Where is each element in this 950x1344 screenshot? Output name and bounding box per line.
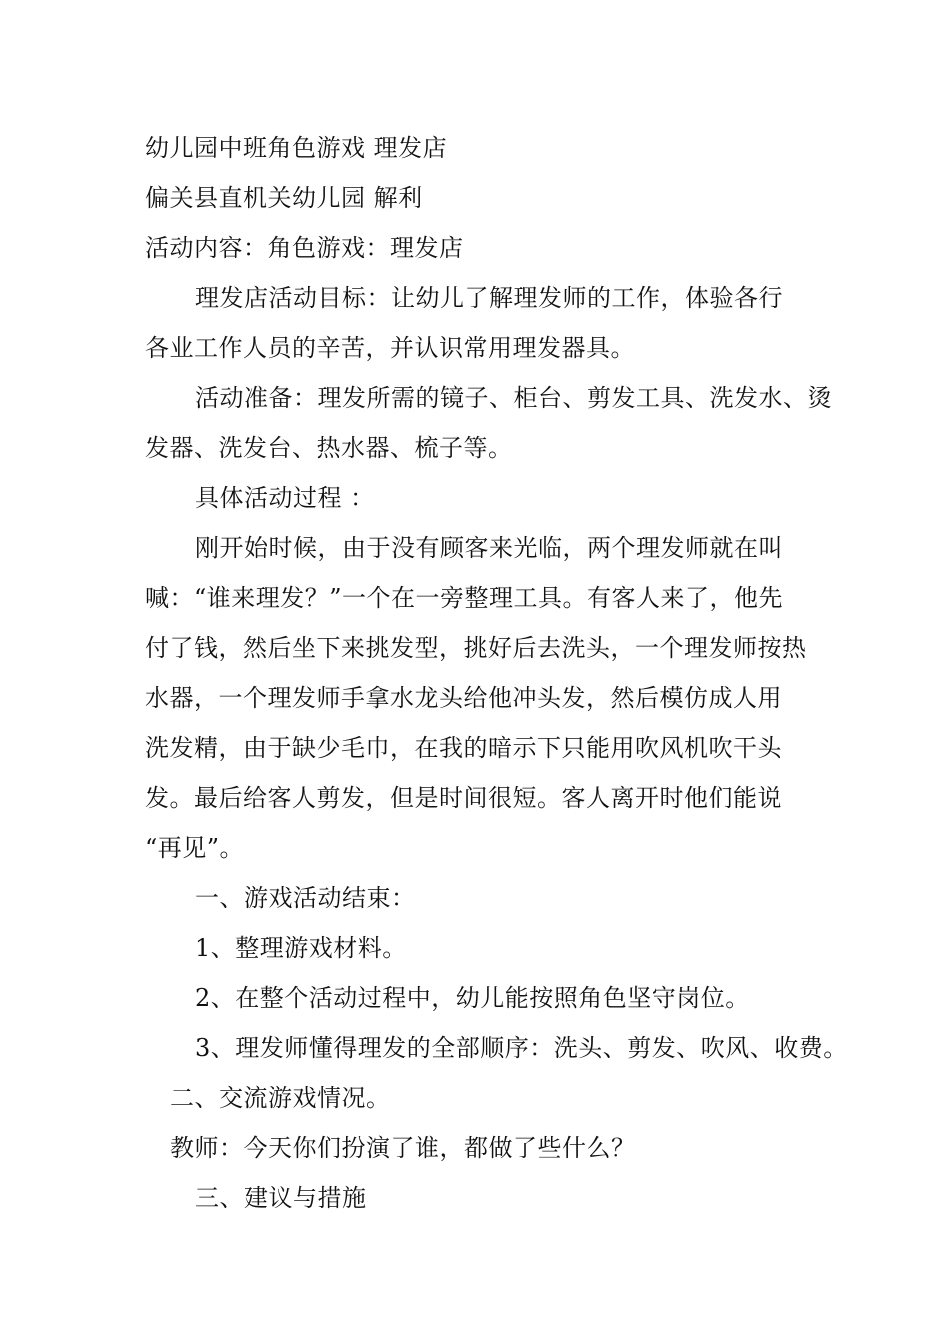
document-author: 偏关县直机关幼儿园 解利: [145, 184, 423, 212]
process-paragraph-line: 发。最后给客人剪发，但是时间很短。客人离开时他们能说: [145, 784, 782, 812]
activity-prep-line-1: 活动准备：理发所需的镜子、柜台、剪发工具、洗发水、烫: [195, 384, 832, 412]
process-heading: 具体活动过程 ：: [195, 484, 375, 512]
process-paragraph-line: 洗发精，由于缺少毛巾，在我的暗示下只能用吹风机吹干头: [145, 734, 782, 762]
process-paragraph-line: 喊：“谁来理发？”一个在一旁整理工具。有客人来了，他先: [145, 584, 784, 612]
section-1-item: 2、在整个活动过程中，幼儿能按照角色坚守岗位。: [195, 984, 750, 1012]
section-2-heading: 二、交流游戏情况。: [170, 1084, 391, 1112]
process-paragraph-line: 刚开始时候，由于没有顾客来光临，两个理发师就在叫: [195, 534, 783, 562]
section-1-item: 3、理发师懂得理发的全部顺序：洗头、剪发、吹风、收费。: [195, 1034, 848, 1062]
activity-prep-line-2: 发器、洗发台、热水器、梳子等。: [145, 434, 513, 462]
document-title: 幼儿园中班角色游戏 理发店: [145, 134, 448, 162]
section-1-heading: 一、游戏活动结束：: [195, 884, 416, 912]
section-1-item: 1、整理游戏材料。: [195, 934, 407, 962]
section-3-heading: 三、建议与措施: [195, 1184, 367, 1212]
process-paragraph-line: “再见”。: [145, 834, 245, 862]
process-paragraph-line: 付了钱，然后坐下来挑发型，挑好后去洗头，一个理发师按热: [145, 634, 807, 662]
activity-content: 活动内容：角色游戏：理发店: [145, 234, 464, 262]
process-paragraph-line: 水器，一个理发师手拿水龙头给他冲头发，然后模仿成人用: [145, 684, 782, 712]
section-2-text: 教师：今天你们扮演了谁，都做了些什么？: [170, 1134, 636, 1162]
activity-goal-line-2: 各业工作人员的辛苦，并认识常用理发器具。: [145, 334, 635, 362]
activity-goal-line-1: 理发店活动目标：让幼儿了解理发师的工作，体验各行: [195, 284, 783, 312]
